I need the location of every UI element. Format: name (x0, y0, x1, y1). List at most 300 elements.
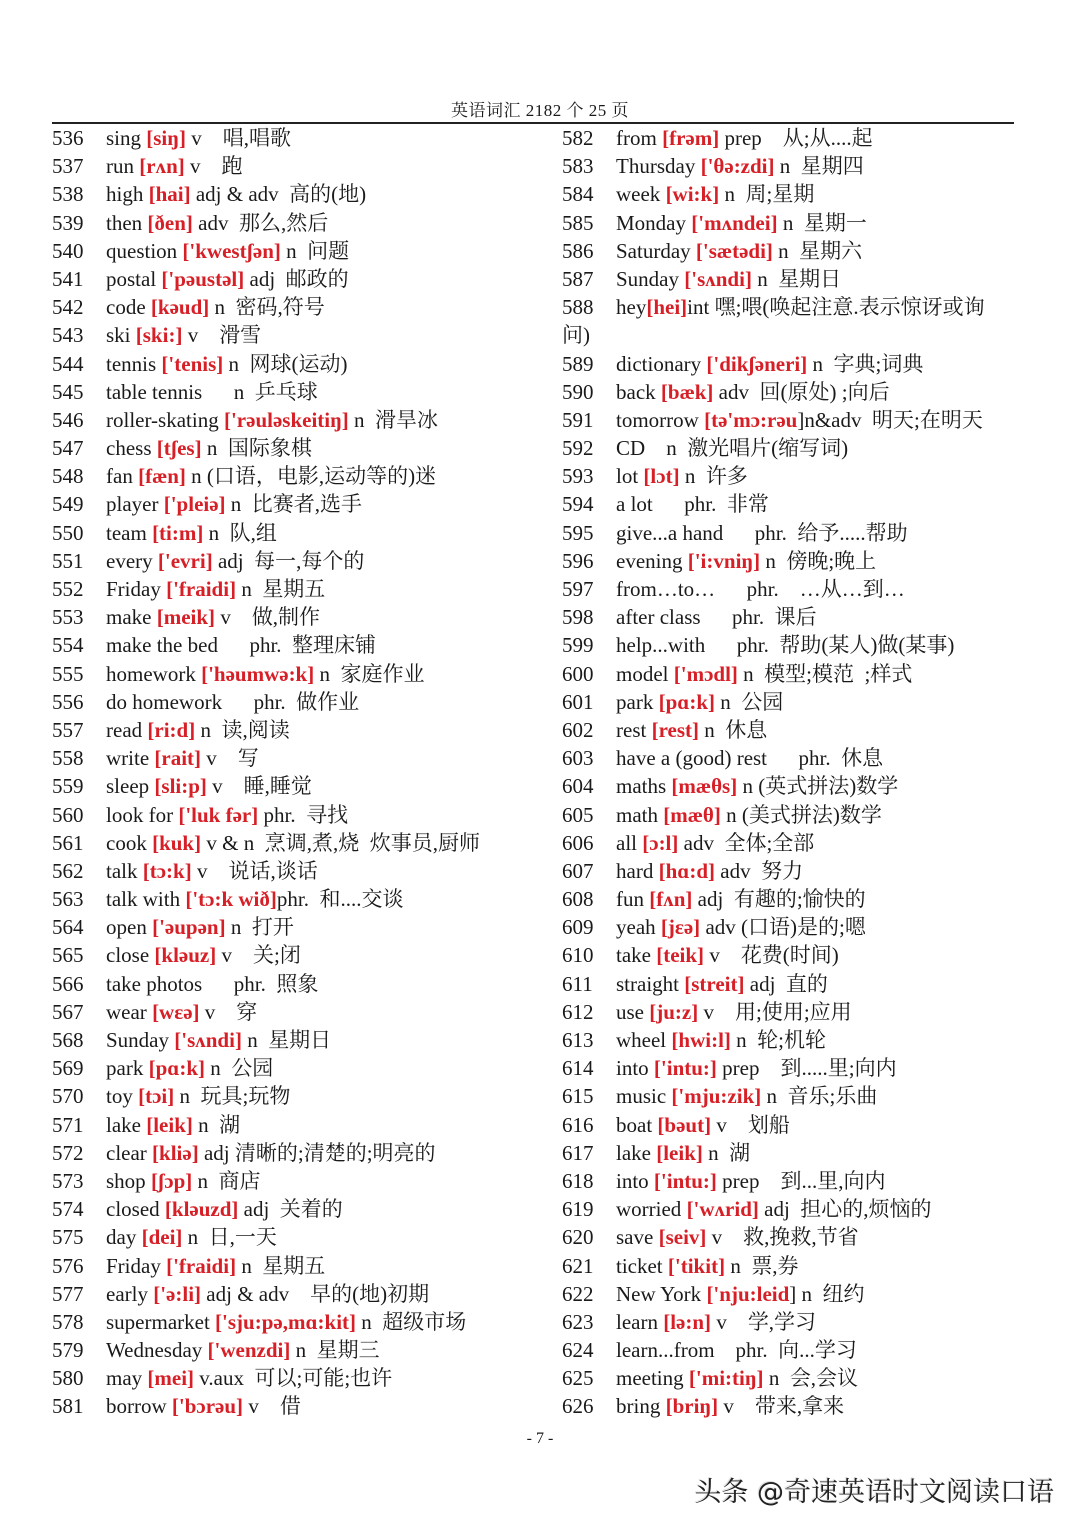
entry-phonetic: [mæθs] (671, 774, 738, 799)
entry-word: learn (616, 1309, 664, 1334)
vocab-entry (52, 1364, 552, 1392)
entry-number: 545 (52, 379, 84, 404)
entry-word: do homework (106, 689, 254, 714)
entry-word: straight (616, 971, 685, 996)
entry-definition: adv 那么,然后 (192, 210, 329, 235)
entry-number: 593 (562, 464, 594, 489)
entry-number: 555 (52, 661, 84, 686)
entry-definition: adj 直的 (744, 971, 828, 996)
vocab-entry (52, 829, 552, 857)
vocab-entry (562, 237, 1017, 265)
entry-definition: n 字典;词典 (807, 351, 924, 376)
vocab-entry (52, 1026, 552, 1054)
entry-number: 620 (562, 1225, 594, 1250)
entry-definition: v 用;使用;应用 (698, 999, 852, 1024)
vocab-entry (562, 941, 1017, 969)
entry-phonetic: [ʃɔp] (150, 1168, 193, 1193)
entry-phonetic: [leik] (656, 1140, 703, 1165)
entry-number: 564 (52, 915, 84, 940)
entry-number: 601 (562, 689, 594, 714)
entry-word: give...a hand (616, 520, 755, 545)
entry-word: postal (106, 266, 162, 291)
entry-definition: phr. 向...学习 (735, 1338, 857, 1363)
entry-phonetic: [ðen] (147, 210, 193, 235)
entry-number: 588 (562, 295, 594, 320)
vocab-entry (52, 321, 552, 349)
vocab-entry (52, 547, 552, 575)
entry-phonetic: ['sju:pə,mɑ:kit] (215, 1309, 357, 1334)
entry-phonetic: ['mi:tiŋ] (688, 1366, 764, 1391)
entry-number: 611 (562, 971, 593, 996)
vocab-entry (52, 941, 552, 969)
entry-definition: n 玩具;玩物 (174, 1084, 291, 1109)
entry-word: chess (106, 436, 157, 461)
entry-number: 567 (52, 999, 84, 1024)
entry-number: 537 (52, 154, 84, 179)
entry-phonetic: [tɔi] (138, 1084, 175, 1109)
entry-definition: v 说话,谈话 (191, 858, 318, 883)
entry-phonetic: [ju:z] (649, 999, 699, 1024)
entry-definition-continued: 问) (562, 323, 590, 348)
vocab-entry (562, 1392, 1017, 1420)
entry-number: 558 (52, 746, 84, 771)
vocab-entry (562, 716, 1017, 744)
entry-number: 552 (52, 577, 84, 601)
vocab-entry (562, 575, 1017, 603)
entry-definition: n 星期五 (236, 1253, 326, 1278)
entry-word: read (106, 717, 148, 742)
entry-number: 554 (52, 633, 84, 658)
entry-definition: ] n 纽约 (789, 1281, 865, 1306)
entry-number: 562 (52, 858, 84, 883)
vocab-entry (52, 688, 552, 716)
entry-number: 549 (52, 492, 84, 517)
entry-number: 583 (562, 154, 594, 179)
entry-number: 608 (562, 887, 594, 912)
entry-phonetic: ['mju:zik] (671, 1084, 762, 1109)
entry-word: Friday (106, 1253, 167, 1278)
vocab-entry (562, 913, 1017, 941)
vocab-entry (52, 1054, 552, 1082)
vocab-entry (562, 209, 1017, 237)
entry-definition: n 公园 (715, 689, 784, 714)
entry-definition: adj 关着的 (238, 1197, 343, 1222)
entry-definition: n 轮;机轮 (730, 1028, 826, 1053)
entry-word: run (106, 154, 140, 179)
entry-number: 574 (52, 1197, 84, 1222)
entry-word: then (106, 210, 148, 235)
vocab-entry (52, 1392, 552, 1420)
entry-word: early (106, 1281, 154, 1306)
entry-number: 589 (562, 351, 594, 376)
vocab-entry (562, 1111, 1017, 1139)
entry-word: team (106, 520, 153, 545)
entry-number: 566 (52, 971, 84, 996)
entry-phonetic: [tə'mɔ:rəu (704, 407, 798, 432)
entry-word: music (616, 1084, 672, 1109)
entry-phonetic: [bæk] (660, 379, 714, 404)
entry-phonetic: [rait] (154, 746, 202, 771)
entry-number: 559 (52, 774, 84, 799)
entry-phonetic: ['dikʃəneri] (706, 351, 808, 376)
entry-number: 603 (562, 746, 594, 771)
vocab-entry (562, 1280, 1017, 1308)
entry-phonetic: ['həumwə:k] (201, 661, 315, 686)
entry-number: 576 (52, 1253, 84, 1278)
entry-definition: n 票,券 (725, 1253, 799, 1278)
entry-definition: v 关;闭 (216, 943, 301, 968)
entry-phonetic: [sli:p] (154, 774, 207, 799)
entry-word: table tennis (106, 379, 234, 404)
entry-number: 536 (52, 126, 84, 150)
entry-definition: n (英式拼法)数学 (737, 774, 899, 799)
entry-number: 565 (52, 943, 84, 968)
entry-number: 618 (562, 1168, 594, 1193)
entry-definition: n 周;星期 (719, 182, 815, 207)
entry-number: 626 (562, 1394, 594, 1419)
entry-word: look for (106, 802, 179, 827)
entry-definition: n 星期四 (774, 154, 864, 179)
entry-number: 580 (52, 1366, 84, 1391)
entry-number: 570 (52, 1084, 84, 1109)
entry-definition: v 穿 (199, 999, 258, 1024)
entry-definition: n 星期日 (241, 1028, 332, 1052)
entry-word: boat (616, 1112, 658, 1137)
vocab-entry (52, 716, 552, 744)
entry-phonetic: ['evri] (157, 548, 213, 573)
entry-phonetic: [streit] (684, 971, 745, 996)
entry-word: every (106, 548, 158, 573)
entry-phonetic: [ti:m] (152, 520, 204, 545)
entry-word: all (616, 830, 643, 855)
entry-phonetic: ['ə:li] (153, 1281, 202, 1306)
vocab-entry (52, 857, 552, 885)
entry-phonetic: ['kwestʃən] (182, 238, 281, 263)
entry-phonetic: ['sætədi] (695, 238, 773, 263)
entry-definition: v 唱,唱歌 (185, 126, 291, 150)
entry-word: roller-skating (106, 407, 224, 432)
entry-word: ski (106, 323, 136, 348)
vocab-entry (52, 1336, 552, 1364)
entry-definition: adj 清晰的;清楚的;明亮的 (198, 1140, 436, 1165)
entry-phonetic: ['əupən] (152, 915, 226, 940)
vocab-entry (562, 603, 1017, 631)
vocab-entry (52, 293, 552, 321)
vocab-entry (52, 631, 552, 659)
entry-number: 544 (52, 351, 84, 376)
entry-word: supermarket (106, 1309, 216, 1334)
entry-definition: adv 回(原处) ;向后 (713, 379, 890, 404)
entry-word: ticket (616, 1253, 668, 1278)
vocab-entry (562, 1336, 1017, 1364)
entry-word: tennis (106, 351, 162, 376)
entry-phonetic: ['mɔdl] (673, 661, 738, 686)
entry-definition: n 队,组 (203, 520, 277, 545)
vocab-entry (52, 180, 552, 208)
entry-phonetic: ['sʌndi] (684, 266, 752, 291)
entry-phonetic: ['tenis] (161, 351, 224, 376)
entry-word: clear (106, 1140, 153, 1165)
entry-number: 595 (562, 520, 594, 545)
entry-definition: n 问题 (280, 238, 350, 263)
entry-phonetic: ['intu:] (653, 1168, 717, 1193)
entry-phonetic: [wεə] (152, 999, 200, 1024)
entry-definition: n 激光唱片(缩写词) (666, 436, 849, 461)
entry-definition: n 星期六 (772, 238, 863, 263)
vocab-entry (52, 265, 552, 293)
entry-word: bring (616, 1394, 666, 1419)
entry-definition: n 密码,符号 (209, 295, 325, 320)
entry-phonetic: [teik] (656, 943, 705, 968)
entry-phonetic: [tɔ:k] (142, 858, 192, 883)
entry-phonetic: ['θə:zdi] (700, 154, 775, 179)
entry-definition: adj & adv 早的(地)初期 (201, 1281, 430, 1306)
entry-definition: n 星期三 (290, 1338, 380, 1363)
entry-phonetic: ['intu:] (653, 1056, 717, 1081)
entry-number: 600 (562, 661, 594, 686)
entry-definition: v 做,制作 (215, 605, 321, 630)
entry-definition: n 星期五 (236, 577, 326, 601)
entry-definition: v 划船 (711, 1112, 790, 1137)
entry-word: back (616, 379, 661, 404)
vocab-entry (52, 406, 552, 434)
entry-number: 597 (562, 577, 594, 602)
entry-phonetic: [tʃes] (156, 436, 202, 461)
entry-number: 606 (562, 830, 594, 855)
entry-word: take photos (106, 971, 234, 996)
entry-number: 571 (52, 1112, 84, 1137)
entry-number: 579 (52, 1338, 84, 1363)
entry-number: 596 (562, 548, 594, 573)
entry-word: Wednesday (106, 1338, 208, 1363)
entry-definition: phr. 整理床铺 (249, 633, 377, 658)
vocab-entry (562, 801, 1017, 829)
entry-word: Monday (616, 210, 692, 235)
entry-number: 599 (562, 633, 594, 658)
vocab-entry (562, 434, 1017, 462)
vocab-column-right (562, 124, 1017, 1421)
entry-number: 540 (52, 238, 84, 263)
entry-number: 613 (562, 1028, 594, 1053)
entry-number: 623 (562, 1309, 594, 1334)
entry-phonetic: ['mʌndei] (691, 210, 778, 235)
entry-definition: n 读,阅读 (195, 717, 290, 742)
entry-number: 548 (52, 464, 84, 489)
entry-phonetic: ['i:vniŋ] (687, 548, 761, 573)
entry-word: lot (616, 464, 644, 489)
entry-word: wheel (616, 1028, 672, 1053)
vocab-entry (562, 744, 1017, 772)
vocab-entry (562, 547, 1017, 575)
entry-word: sleep (106, 774, 155, 799)
vocab-entry (52, 660, 552, 688)
entry-phonetic: ['wʌrid] (686, 1197, 759, 1222)
entry-word: help...with (616, 633, 737, 658)
entry-word: toy (106, 1084, 139, 1109)
entry-number: 547 (52, 436, 84, 461)
entry-definition: phr. 帮助(某人)做(某事) (736, 633, 955, 658)
entry-word: learn...from (616, 1338, 736, 1363)
entry-phonetic: [rest] (651, 717, 699, 742)
entry-number: 586 (562, 238, 594, 263)
entry-word: wear (106, 999, 153, 1024)
entry-word: rest (616, 717, 652, 742)
vocab-entry (562, 885, 1017, 913)
entry-definition: phr. 休息 (798, 746, 884, 771)
entry-phonetic: [fʌn] (649, 887, 693, 912)
entry-word: write (106, 746, 155, 771)
entry-phonetic: [pɑ:k] (148, 1056, 205, 1081)
entry-number: 568 (52, 1028, 84, 1052)
entry-word: hey (616, 295, 647, 320)
entry-number: 581 (52, 1394, 84, 1419)
entry-phonetic: [meik] (156, 605, 216, 630)
entry-number: 609 (562, 915, 594, 940)
entry-number: 546 (52, 407, 84, 432)
vocab-entry (52, 1280, 552, 1308)
entry-phonetic: [kləuz] (154, 943, 217, 968)
entry-definition: ]n&adv 明天;在明天 (797, 407, 983, 432)
entry-definition: n 休息 (699, 717, 768, 742)
entry-phonetic: [ri:d] (147, 717, 196, 742)
entry-number: 592 (562, 436, 594, 461)
entry-definition: n 家庭作业 (314, 661, 425, 686)
entry-definition: n 乒乓球 (233, 379, 318, 404)
page-number: - 7 - (526, 1430, 554, 1447)
entry-definition: prep 从;从....起 (719, 126, 873, 150)
entry-definition: n 会,会议 (763, 1366, 859, 1391)
vocab-entry (562, 660, 1017, 688)
entry-number: 605 (562, 802, 594, 827)
entry-word: maths (616, 774, 672, 799)
vocab-entry (562, 688, 1017, 716)
vocab-entry (562, 124, 1017, 152)
vocab-entry (52, 434, 552, 462)
entry-number: 619 (562, 1197, 594, 1222)
entry-phonetic: [jεə] (660, 915, 701, 940)
entry-phonetic: ['tikit] (667, 1253, 726, 1278)
entry-word: lake (106, 1112, 147, 1137)
vocab-entry (562, 1195, 1017, 1223)
entry-number: 616 (562, 1112, 594, 1137)
entry-phonetic: ['rəuləskeitiŋ] (223, 407, 349, 432)
vocab-entry (52, 1308, 552, 1336)
entry-word: fan (106, 464, 139, 489)
vocab-entry (52, 885, 552, 913)
entry-word: Sunday (106, 1028, 175, 1052)
entry-word: make (106, 605, 157, 630)
entry-phonetic: ['pəustəl] (161, 266, 245, 291)
vocab-entry (52, 1167, 552, 1195)
entry-number: 598 (562, 605, 594, 630)
entry-number: 556 (52, 689, 84, 714)
entry-number: 572 (52, 1140, 84, 1165)
entry-word: save (616, 1225, 659, 1250)
vocab-entry (562, 1026, 1017, 1054)
entry-definition: phr. 和....交谈 (276, 887, 404, 912)
entry-word: fun (616, 887, 650, 912)
entry-word: evening (616, 548, 688, 573)
vocab-entry (52, 519, 552, 547)
entry-number: 610 (562, 943, 594, 968)
entry-definition: v 跑 (184, 154, 243, 179)
entry-number: 607 (562, 858, 594, 883)
entry-definition: adv 努力 (715, 858, 804, 883)
entry-word: make the bed (106, 633, 250, 658)
entry-word: sing (106, 126, 147, 150)
vocab-entry (52, 998, 552, 1026)
entry-phonetic: [rʌn] (139, 154, 185, 179)
entry-definition: n 星期一 (777, 210, 867, 235)
entry-word: from…to… (616, 577, 747, 602)
entry-phonetic: [hwi:l] (671, 1028, 731, 1053)
entry-number: 584 (562, 182, 594, 207)
entry-phonetic: [lɔt] (643, 464, 680, 489)
entry-definition: v 借 (243, 1394, 301, 1419)
entry-word: closed (106, 1197, 165, 1222)
entry-definition: v 救,挽救,节省 (706, 1225, 859, 1250)
vocab-entry (52, 744, 552, 772)
entry-phonetic: [seiv] (658, 1225, 707, 1250)
vocab-entry (562, 1082, 1017, 1110)
entry-definition: n 比赛者,选手 (225, 492, 363, 517)
vocab-entry (52, 772, 552, 800)
entry-phonetic: [kəud] (150, 295, 210, 320)
entry-number: 553 (52, 605, 84, 630)
entry-word: cook (106, 830, 153, 855)
entry-definition: n 傍晚;晚上 (760, 548, 877, 573)
entry-word: tomorrow (616, 407, 705, 432)
entry-number: 594 (562, 492, 594, 517)
entry-word: park (616, 689, 659, 714)
entry-phonetic: ['pleiə] (163, 492, 226, 517)
vocab-entry (52, 152, 552, 180)
entry-definition: n 音乐;乐曲 (761, 1084, 878, 1109)
entry-number: 625 (562, 1366, 594, 1391)
vocab-entry (562, 1308, 1017, 1336)
entry-definition: adj 每一,每个的 (212, 548, 365, 573)
entry-phonetic: [pɑ:k] (658, 689, 715, 714)
entry-phonetic: [hɑ:d] (658, 858, 715, 883)
entry-number: 557 (52, 717, 84, 742)
entry-number: 602 (562, 717, 594, 742)
entry-number: 539 (52, 210, 84, 235)
entry-word: homework (106, 661, 202, 686)
entry-definition: v 睡,睡觉 (206, 774, 312, 799)
entry-definition: adv (口语)是的;嗯 (700, 915, 866, 940)
vocab-entry (52, 462, 552, 490)
entry-word: code (106, 295, 151, 320)
entry-word: talk (106, 858, 143, 883)
entry-number: 561 (52, 830, 84, 855)
entry-word: park (106, 1056, 149, 1081)
vocab-entry (562, 180, 1017, 208)
entry-number: 578 (52, 1309, 84, 1334)
entry-number: 582 (562, 126, 594, 150)
entry-number: 560 (52, 802, 84, 827)
entry-number: 621 (562, 1253, 594, 1278)
vocab-entry (52, 575, 552, 603)
entry-phonetic: [leik] (146, 1112, 193, 1137)
vocab-entry (52, 490, 552, 518)
entry-word: after class (616, 605, 733, 630)
entry-word: player (106, 492, 164, 517)
entry-phonetic: [kuk] (152, 830, 202, 855)
vocab-entry (562, 857, 1017, 885)
entry-definition: n 商店 (192, 1168, 261, 1193)
entry-phonetic: [mæθ] (663, 802, 721, 827)
vocab-entry (52, 970, 552, 998)
